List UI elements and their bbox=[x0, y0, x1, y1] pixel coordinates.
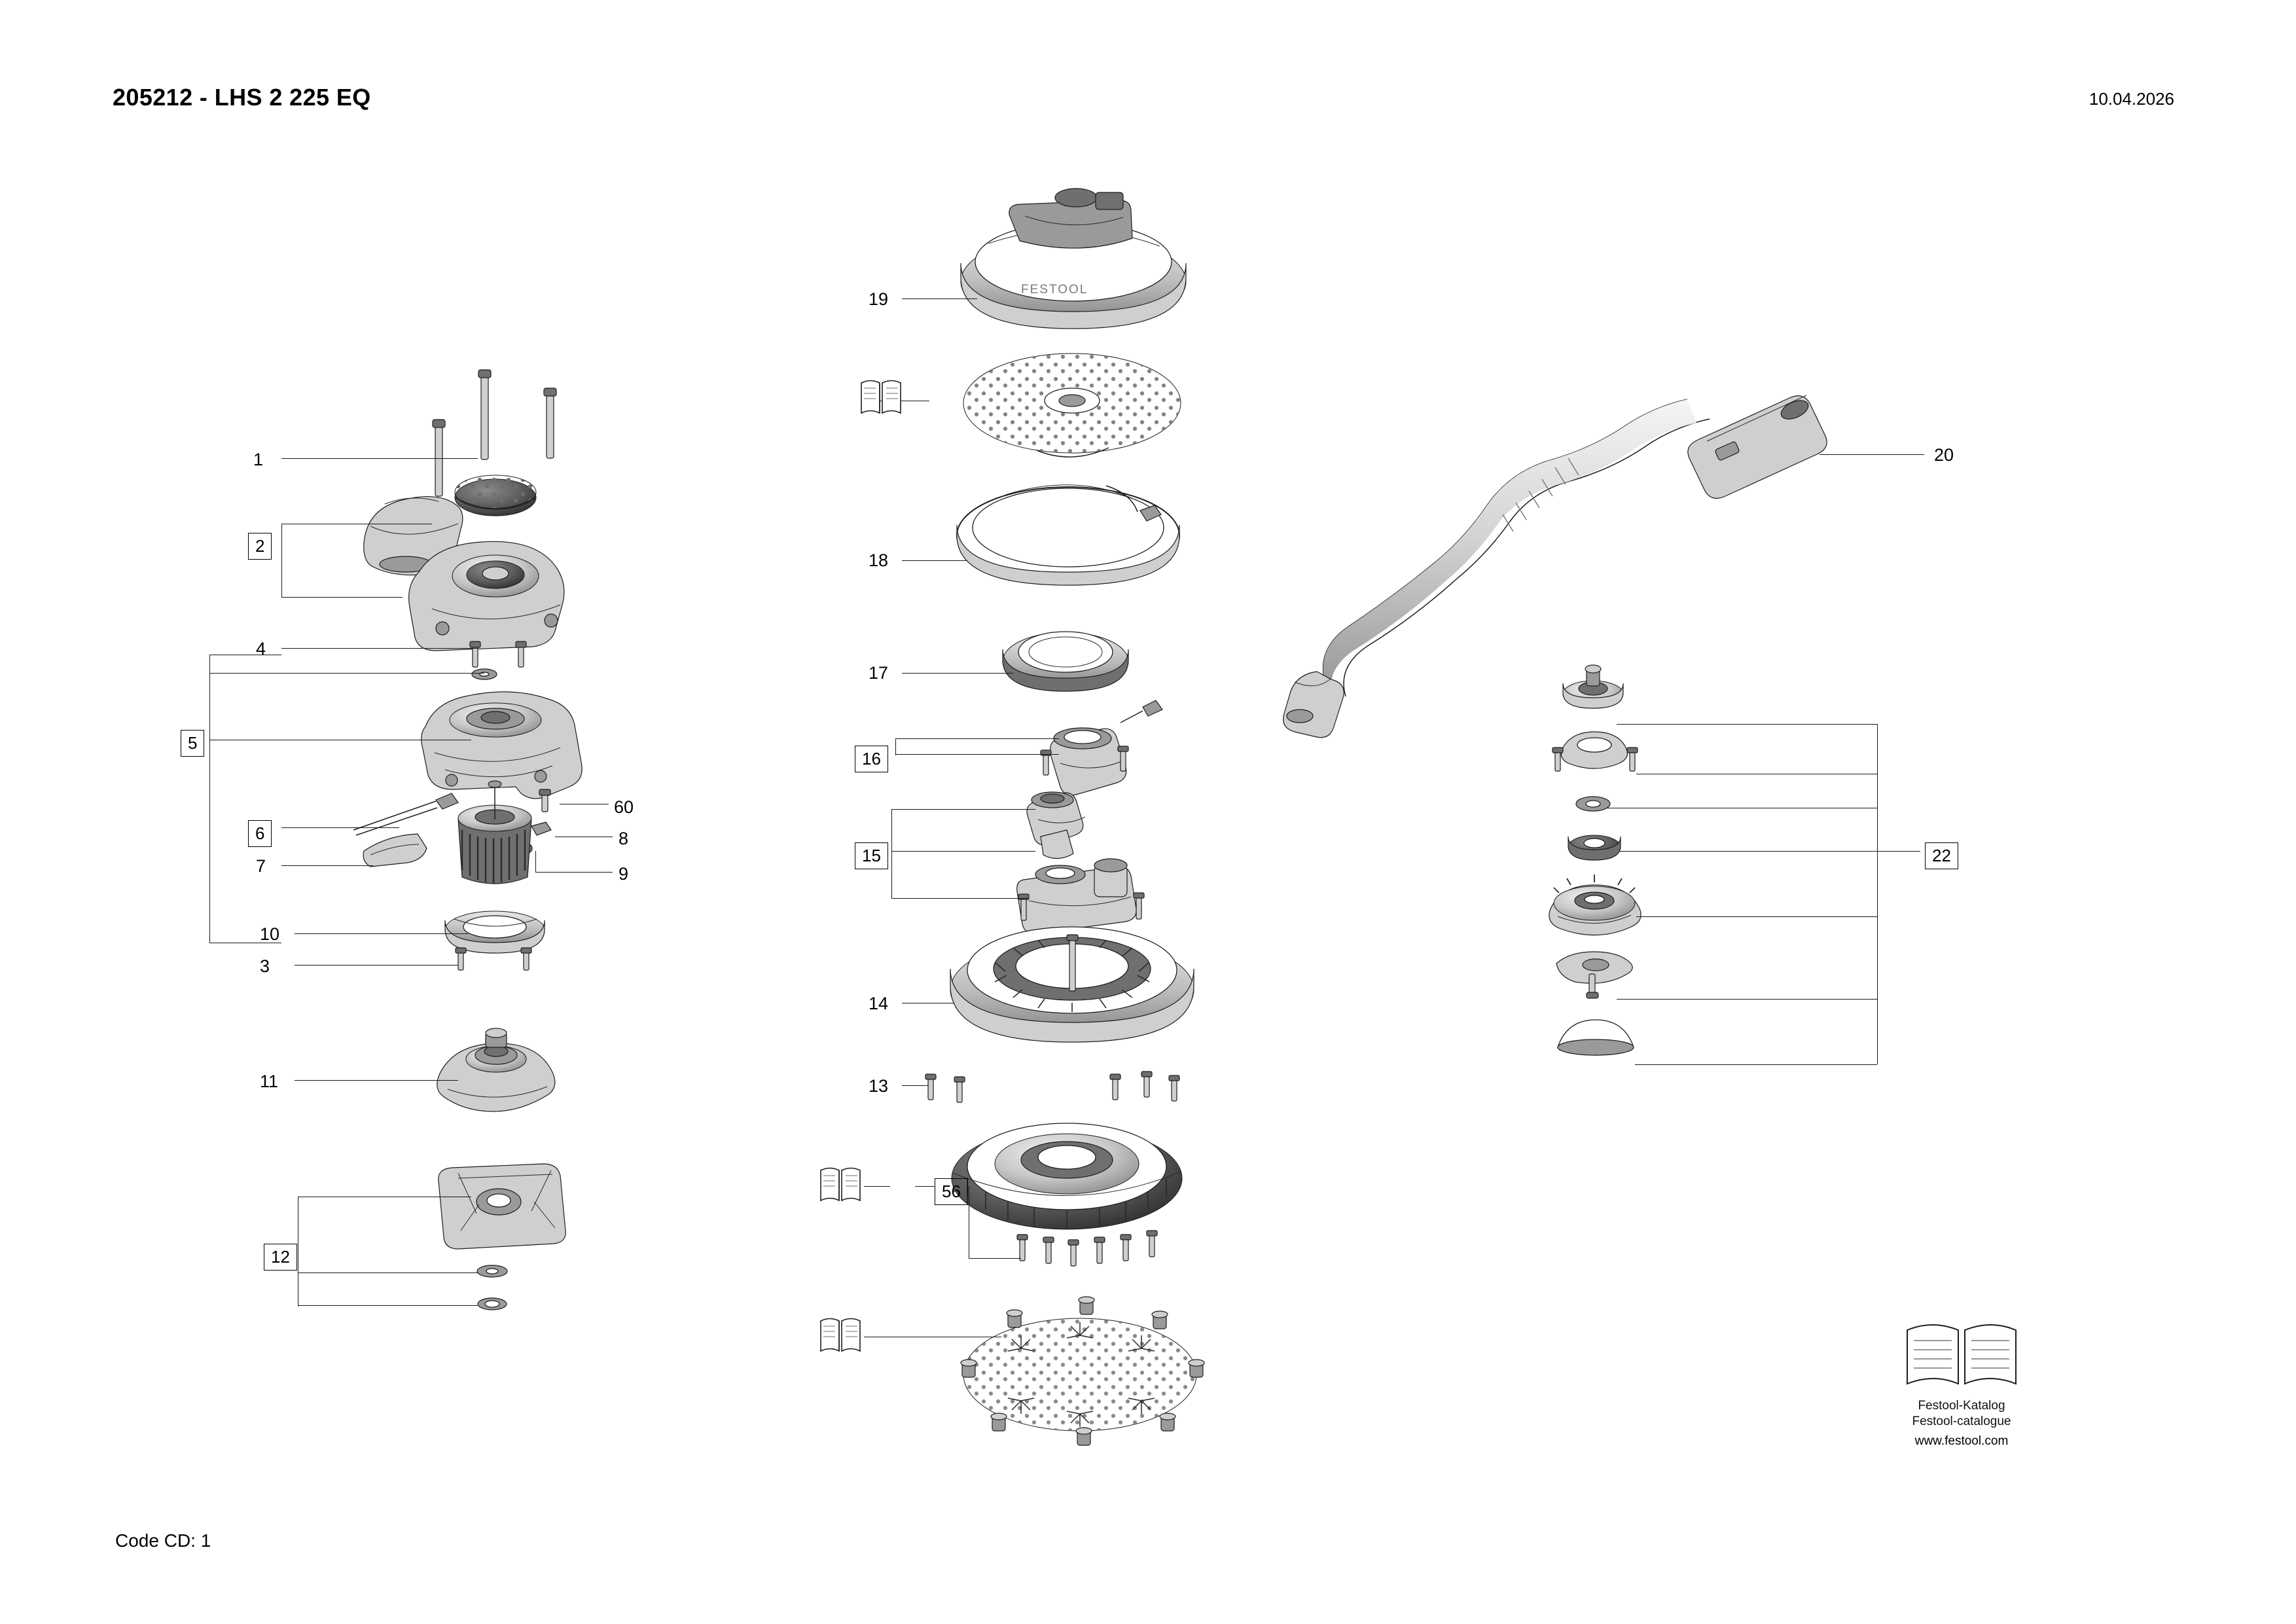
leader-line bbox=[295, 933, 468, 934]
page-title: 205212 - LHS 2 225 EQ bbox=[113, 84, 371, 111]
callout-number-6: 6 bbox=[248, 820, 272, 847]
part-ring-bracket bbox=[445, 911, 545, 970]
callout-number-56: 56 bbox=[935, 1178, 968, 1205]
callout-number-9: 9 bbox=[619, 864, 629, 884]
leader-line bbox=[1877, 724, 1878, 1064]
leader-line bbox=[915, 1186, 935, 1187]
leader-line bbox=[969, 1258, 1021, 1259]
leader-line bbox=[209, 655, 210, 943]
part-motor-body bbox=[409, 541, 564, 651]
leader-line bbox=[891, 809, 892, 898]
callout-number-20: 20 bbox=[1934, 445, 1954, 465]
leader-line bbox=[891, 809, 1035, 810]
svg-text:FESTOOL: FESTOOL bbox=[1021, 283, 1088, 297]
callout-number-3: 3 bbox=[260, 956, 270, 976]
callout-number-11: 11 bbox=[260, 1072, 279, 1091]
leader-line bbox=[895, 754, 1059, 755]
part-fan-stack bbox=[458, 781, 531, 884]
callout-number-12: 12 bbox=[264, 1244, 297, 1271]
book-icon bbox=[817, 1314, 864, 1358]
part-gear-housing bbox=[422, 692, 582, 799]
leader-line bbox=[1619, 851, 1877, 852]
leader-line bbox=[902, 298, 977, 299]
leader-line bbox=[902, 1085, 928, 1086]
part-bracket-sub-upper bbox=[1027, 792, 1085, 859]
callout-number-15: 15 bbox=[855, 842, 888, 869]
leader-line bbox=[1636, 916, 1877, 917]
part-screw-row bbox=[925, 1072, 1179, 1102]
leader-line bbox=[298, 1305, 478, 1306]
leader-line bbox=[1635, 1064, 1877, 1065]
catalogue-stamp bbox=[1886, 1316, 2037, 1449]
catalogue-label-de: Festool-Katalog bbox=[1918, 1399, 2005, 1413]
part-bracket-sub-lower bbox=[1017, 859, 1144, 933]
callout-number-60: 60 bbox=[614, 797, 634, 817]
part-lever-spring bbox=[353, 793, 458, 867]
leader-line bbox=[295, 1080, 458, 1081]
leader-line bbox=[535, 851, 536, 872]
part-support-plate bbox=[439, 1164, 565, 1310]
callout-number-17: 17 bbox=[869, 663, 889, 683]
leader-line bbox=[281, 827, 399, 828]
catalogue-url: www.festool.com bbox=[1914, 1434, 2009, 1448]
leader-line bbox=[1617, 999, 1877, 1000]
callout-number-18: 18 bbox=[869, 550, 889, 570]
leader-line bbox=[864, 1186, 890, 1187]
callout-number-16: 16 bbox=[855, 746, 888, 772]
book-icon bbox=[817, 1164, 864, 1207]
callout-number-2: 2 bbox=[248, 533, 272, 560]
part-perforated-pad-lower bbox=[961, 1297, 1204, 1445]
leader-line bbox=[1617, 724, 1877, 725]
leader-line bbox=[1820, 454, 1924, 455]
part-top-cover bbox=[961, 189, 1186, 329]
leader-line bbox=[281, 865, 373, 866]
document-date: 10.04.2026 bbox=[2089, 89, 2174, 109]
part-perforated-disc-upper bbox=[963, 353, 1181, 457]
leader-line bbox=[895, 738, 1059, 739]
part-hub-assembly bbox=[437, 1028, 555, 1111]
leader-line bbox=[891, 898, 1029, 899]
callout-number-1: 1 bbox=[253, 450, 264, 469]
book-icon bbox=[857, 376, 905, 420]
leader-line bbox=[281, 648, 478, 649]
leader-line bbox=[281, 597, 403, 598]
leader-line bbox=[535, 872, 613, 873]
callout-number-22: 22 bbox=[1925, 842, 1958, 869]
leader-line bbox=[902, 560, 967, 561]
callout-number-5: 5 bbox=[181, 730, 204, 757]
catalogue-label-en: Festool-catalogue bbox=[1912, 1414, 2011, 1428]
leader-line bbox=[891, 851, 1035, 852]
leader-line bbox=[902, 673, 1013, 674]
leader-line bbox=[281, 524, 282, 597]
leader-line bbox=[281, 458, 478, 459]
leader-line bbox=[1877, 851, 1920, 852]
leader-line bbox=[298, 1272, 478, 1273]
leader-line bbox=[209, 673, 484, 674]
callout-number-10: 10 bbox=[260, 924, 280, 944]
callout-number-14: 14 bbox=[869, 994, 889, 1013]
callout-number-4: 4 bbox=[256, 639, 266, 659]
part-bracket-block bbox=[1041, 700, 1162, 795]
callout-number-8: 8 bbox=[619, 829, 629, 848]
part-skirt-ring bbox=[957, 485, 1179, 585]
callout-number-7: 7 bbox=[256, 856, 266, 876]
part-hose-handle bbox=[1283, 395, 1827, 738]
part-seal-ring bbox=[1003, 632, 1128, 691]
book-icon bbox=[1886, 1316, 2037, 1394]
part-pad-carrier bbox=[950, 927, 1194, 1042]
callout-number-13: 13 bbox=[869, 1076, 889, 1096]
part-motor-cap bbox=[455, 475, 536, 516]
callout-number-19: 19 bbox=[869, 289, 889, 309]
leader-line bbox=[895, 738, 896, 755]
document-code: Code CD: 1 bbox=[115, 1530, 211, 1551]
part-brush-ring bbox=[952, 1123, 1182, 1266]
